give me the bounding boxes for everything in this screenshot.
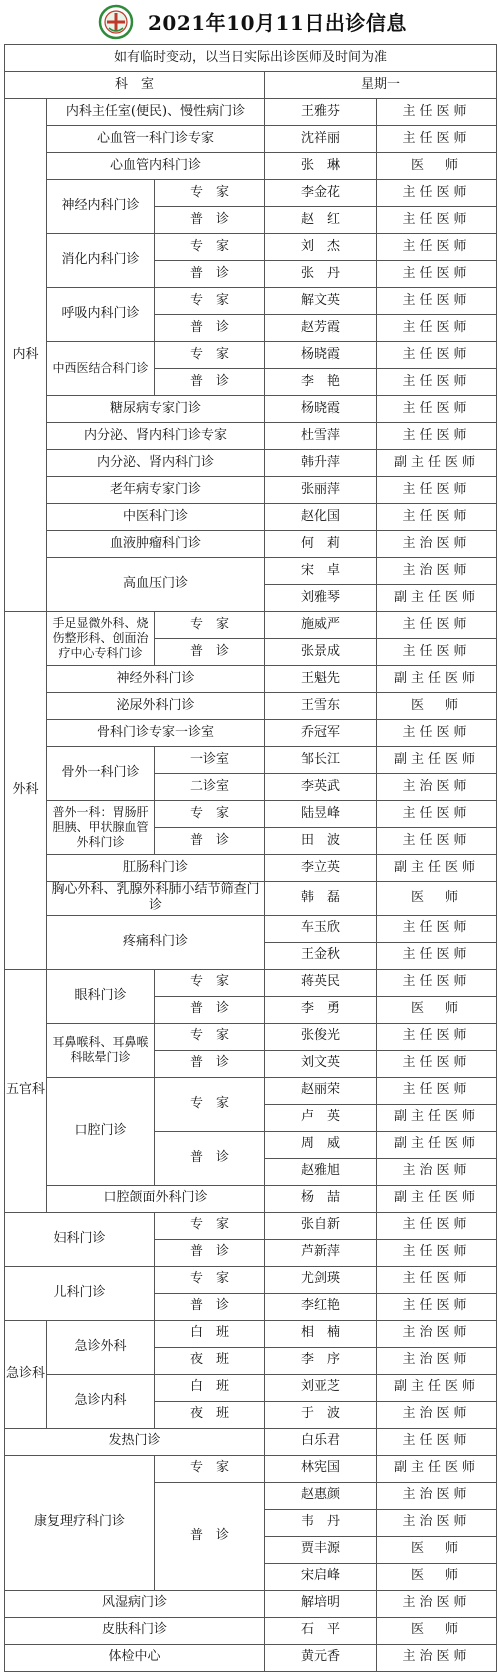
table-row [5, 693, 497, 720]
type-cell: 专 家 [155, 801, 265, 828]
doctor-cell: 林宪国 [265, 1455, 377, 1482]
type-cell: 普 诊 [155, 639, 265, 666]
dept-cell: 神经外科门诊 [47, 666, 265, 693]
type-cell: 普 诊 [155, 369, 265, 396]
notice-row [5, 45, 497, 72]
table-row [5, 180, 497, 207]
title-cell: 主任医师 [377, 801, 497, 828]
type-cell: 专 家 [155, 612, 265, 639]
title-cell: 主治医师 [377, 1509, 497, 1536]
doctor-cell: 解文英 [265, 288, 377, 315]
table-row [5, 423, 497, 450]
title-cell: 主任医师 [377, 288, 497, 315]
dept-cell: 急诊内科 [47, 1374, 155, 1428]
doctor-cell: 卢 英 [265, 1104, 377, 1131]
dept-cell: 内分泌、肾内科门诊 [47, 450, 265, 477]
type-cell: 专 家 [155, 1455, 265, 1482]
doctor-cell: 刘雅琴 [265, 585, 377, 612]
dept-cell: 心血管内科门诊 [47, 153, 265, 180]
doctor-cell: 宋启峰 [265, 1563, 377, 1590]
doctor-cell: 王金秋 [265, 942, 377, 969]
doctor-cell: 李红艳 [265, 1293, 377, 1320]
doctor-cell: 王雅芬 [265, 99, 377, 126]
title-cell: 副主任医师 [377, 1455, 497, 1482]
table-row [5, 1590, 497, 1617]
title-cell: 主任医师 [377, 99, 497, 126]
type-cell: 白 班 [155, 1374, 265, 1401]
doctor-cell: 李 勇 [265, 996, 377, 1023]
title-cell: 副主任医师 [377, 747, 497, 774]
doctor-cell: 赵 红 [265, 207, 377, 234]
header-dept: 科 室 [5, 72, 265, 99]
table-row [5, 1428, 497, 1455]
page-title: 2021年10月11日出诊信息 [148, 11, 407, 35]
title-cell: 主任医师 [377, 261, 497, 288]
doctor-cell: 张景成 [265, 639, 377, 666]
dept-cell: 口腔颌面外科门诊 [47, 1185, 265, 1212]
type-cell: 普 诊 [155, 996, 265, 1023]
category-wuguan: 五官科 [5, 969, 47, 1212]
table-row [5, 1023, 497, 1050]
table-row [5, 531, 497, 558]
table-row [5, 1077, 497, 1104]
title-cell: 主任医师 [377, 423, 497, 450]
type-cell: 专 家 [155, 1023, 265, 1050]
dept-cell: 内科主任室(便民)、慢性病门诊 [47, 99, 265, 126]
table-row [5, 450, 497, 477]
dept-cell: 康复理疗科门诊 [5, 1455, 155, 1590]
dept-cell: 普外一科：胃肠肝胆胰、甲状腺血管外科门诊 [47, 801, 155, 855]
doctor-cell: 张自新 [265, 1212, 377, 1239]
dept-cell: 中医科门诊 [47, 504, 265, 531]
title-cell: 主任医师 [377, 915, 497, 942]
type-cell: 白 班 [155, 1320, 265, 1347]
category-jizhen: 急诊科 [5, 1320, 47, 1428]
dept-cell: 眼科门诊 [47, 969, 155, 1023]
doctor-cell: 宋 卓 [265, 558, 377, 585]
type-cell: 普 诊 [155, 315, 265, 342]
dept-cell: 皮肤科门诊 [5, 1617, 265, 1644]
dept-cell: 风湿病门诊 [5, 1590, 265, 1617]
title-cell: 主任医师 [377, 1428, 497, 1455]
doctor-cell: 张 琳 [265, 153, 377, 180]
doctor-cell: 车玉欣 [265, 915, 377, 942]
doctor-cell: 赵雅旭 [265, 1158, 377, 1185]
dept-cell: 疼痛科门诊 [47, 915, 265, 969]
title-cell: 主治医师 [377, 1320, 497, 1347]
dept-cell: 内分泌、肾内科门诊专家 [47, 423, 265, 450]
doctor-cell: 张丽萍 [265, 477, 377, 504]
doctor-cell: 刘亚芝 [265, 1374, 377, 1401]
header-day: 星期一 [265, 72, 497, 99]
doctor-cell: 王魁先 [265, 666, 377, 693]
dept-cell: 老年病专家门诊 [47, 477, 265, 504]
doctor-cell: 何 莉 [265, 531, 377, 558]
dept-cell: 胸心外科、乳腺外科肺小结节筛查门诊 [47, 882, 265, 916]
title-cell: 主任医师 [377, 1212, 497, 1239]
table-row [5, 801, 497, 828]
table-row [5, 1455, 497, 1482]
title-cell: 主任医师 [377, 969, 497, 996]
doctor-cell: 李英武 [265, 774, 377, 801]
dept-cell: 糖尿病专家门诊 [47, 396, 265, 423]
dept-cell: 血液肿瘤科门诊 [47, 531, 265, 558]
title-cell: 主任医师 [377, 207, 497, 234]
doctor-cell: 黄元香 [265, 1644, 377, 1671]
title-cell: 主治医师 [377, 531, 497, 558]
header-row [5, 72, 497, 99]
type-cell: 专 家 [155, 180, 265, 207]
doctor-cell: 尤剑瑛 [265, 1266, 377, 1293]
type-cell: 普 诊 [155, 207, 265, 234]
table-row [5, 666, 497, 693]
doctor-cell: 韩升萍 [265, 450, 377, 477]
table-row [5, 1617, 497, 1644]
title-cell: 主任医师 [377, 1293, 497, 1320]
type-cell: 专 家 [155, 969, 265, 996]
type-cell: 普 诊 [155, 1293, 265, 1320]
doctor-cell: 杨晓霞 [265, 396, 377, 423]
notice-text: 如有临时变动，以当日实际出诊医师及时间为准 [5, 45, 497, 72]
table-row [5, 969, 497, 996]
table-row [5, 1644, 497, 1671]
schedule-table [4, 44, 497, 1672]
dept-cell: 泌尿外科门诊 [47, 693, 265, 720]
title-cell: 主任医师 [377, 1266, 497, 1293]
title-cell: 医 师 [377, 1536, 497, 1563]
table-row [5, 558, 497, 585]
title-cell: 主任医师 [377, 942, 497, 969]
dept-cell: 体检中心 [5, 1644, 265, 1671]
doctor-cell: 于 波 [265, 1401, 377, 1428]
doctor-cell: 相 楠 [265, 1320, 377, 1347]
doctor-cell: 赵化国 [265, 504, 377, 531]
type-cell: 普 诊 [155, 1050, 265, 1077]
title-cell: 主任医师 [377, 612, 497, 639]
table-row [5, 720, 497, 747]
doctor-cell: 韦 丹 [265, 1509, 377, 1536]
doctor-cell: 田 波 [265, 828, 377, 855]
title-cell: 副主任医师 [377, 666, 497, 693]
type-cell: 普 诊 [155, 1239, 265, 1266]
doctor-cell: 赵丽荣 [265, 1077, 377, 1104]
doctor-cell: 陆昱峰 [265, 801, 377, 828]
doctor-cell: 李立英 [265, 855, 377, 882]
title-cell: 主任医师 [377, 639, 497, 666]
table-row [5, 234, 497, 261]
type-cell: 专 家 [155, 234, 265, 261]
title-cell: 主治医师 [377, 1158, 497, 1185]
title-cell: 主任医师 [377, 1023, 497, 1050]
table-row [5, 396, 497, 423]
page-header [0, 0, 500, 44]
dept-cell: 肛肠科门诊 [47, 855, 265, 882]
table-row [5, 126, 497, 153]
type-cell: 二诊室 [155, 774, 265, 801]
type-cell: 专 家 [155, 342, 265, 369]
title-cell: 副主任医师 [377, 1104, 497, 1131]
table-row [5, 1212, 497, 1239]
table-row [5, 1374, 497, 1401]
title-cell: 主治医师 [377, 1482, 497, 1509]
dept-cell: 妇科门诊 [5, 1212, 155, 1266]
title-cell: 主任医师 [377, 477, 497, 504]
table-row [5, 612, 497, 639]
title-cell: 主治医师 [377, 774, 497, 801]
doctor-cell: 杨晓霞 [265, 342, 377, 369]
type-cell: 普 诊 [155, 1482, 265, 1590]
dept-cell: 呼吸内科门诊 [47, 288, 155, 342]
doctor-cell: 刘文英 [265, 1050, 377, 1077]
type-cell: 普 诊 [155, 828, 265, 855]
table-row [5, 882, 497, 916]
doctor-cell: 贾丰源 [265, 1536, 377, 1563]
table-row [5, 1266, 497, 1293]
doctor-cell: 赵惠颜 [265, 1482, 377, 1509]
type-cell: 普 诊 [155, 261, 265, 288]
title-cell: 主任医师 [377, 369, 497, 396]
title-cell: 主任医师 [377, 1239, 497, 1266]
title-cell: 主任医师 [377, 720, 497, 747]
title-cell: 医 师 [377, 1617, 497, 1644]
title-cell: 主治医师 [377, 558, 497, 585]
hospital-logo-icon [98, 4, 134, 40]
doctor-cell: 李 艳 [265, 369, 377, 396]
dept-cell: 耳鼻喉科、耳鼻喉科眩晕门诊 [47, 1023, 155, 1077]
title-cell: 主任医师 [377, 180, 497, 207]
doctor-cell: 白乐君 [265, 1428, 377, 1455]
table-row [5, 288, 497, 315]
type-cell: 专 家 [155, 288, 265, 315]
table-row [5, 342, 497, 369]
dept-cell: 骨外一科门诊 [47, 747, 155, 801]
type-cell: 普 诊 [155, 1131, 265, 1185]
title-cell: 主任医师 [377, 315, 497, 342]
dept-cell: 高血压门诊 [47, 558, 265, 612]
title-cell: 副主任医师 [377, 450, 497, 477]
doctor-cell: 杨 喆 [265, 1185, 377, 1212]
type-cell: 专 家 [155, 1212, 265, 1239]
title-cell: 副主任医师 [377, 1185, 497, 1212]
dept-cell: 心血管一科门诊专家 [47, 126, 265, 153]
table-row [5, 747, 497, 774]
title-cell: 主任医师 [377, 342, 497, 369]
table-row [5, 99, 497, 126]
doctor-cell: 李金花 [265, 180, 377, 207]
title-cell: 副主任医师 [377, 585, 497, 612]
dept-cell: 骨科门诊专家一诊室 [47, 720, 265, 747]
title-cell: 副主任医师 [377, 855, 497, 882]
dept-cell: 神经内科门诊 [47, 180, 155, 234]
title-cell: 主任医师 [377, 1050, 497, 1077]
doctor-cell: 芦新萍 [265, 1239, 377, 1266]
doctor-cell: 施威严 [265, 612, 377, 639]
doctor-cell: 邹长江 [265, 747, 377, 774]
category-neike: 内科 [5, 99, 47, 612]
type-cell: 专 家 [155, 1077, 265, 1131]
doctor-cell: 韩 磊 [265, 882, 377, 916]
doctor-cell: 赵芳霞 [265, 315, 377, 342]
doctor-cell: 张俊光 [265, 1023, 377, 1050]
dept-cell: 急诊外科 [47, 1320, 155, 1374]
title-cell: 医 师 [377, 693, 497, 720]
title-cell: 主治医师 [377, 1590, 497, 1617]
title-cell: 主治医师 [377, 1644, 497, 1671]
table-row [5, 1320, 497, 1347]
table-row [5, 504, 497, 531]
category-waike: 外科 [5, 612, 47, 970]
doctor-cell: 杜雪萍 [265, 423, 377, 450]
table-row [5, 477, 497, 504]
title-cell: 医 师 [377, 153, 497, 180]
doctor-cell: 石 平 [265, 1617, 377, 1644]
type-cell: 专 家 [155, 1266, 265, 1293]
doctor-cell: 李 序 [265, 1347, 377, 1374]
doctor-cell: 解培明 [265, 1590, 377, 1617]
table-row [5, 153, 497, 180]
dept-cell: 手足显微外科、烧伤整形科、创面治疗中心专科门诊 [47, 612, 155, 666]
title-cell: 主任医师 [377, 234, 497, 261]
title-cell: 主任医师 [377, 828, 497, 855]
title-cell: 副主任医师 [377, 1131, 497, 1158]
title-cell: 主治医师 [377, 1401, 497, 1428]
title-cell: 医 师 [377, 882, 497, 916]
title-cell: 副主任医师 [377, 1374, 497, 1401]
table-row [5, 855, 497, 882]
title-cell: 主任医师 [377, 126, 497, 153]
title-cell: 医 师 [377, 996, 497, 1023]
doctor-cell: 王雪东 [265, 693, 377, 720]
dept-cell: 发热门诊 [5, 1428, 265, 1455]
doctor-cell: 蒋英民 [265, 969, 377, 996]
table-row [5, 915, 497, 942]
type-cell: 夜 班 [155, 1347, 265, 1374]
title-cell: 主任医师 [377, 504, 497, 531]
type-cell: 一诊室 [155, 747, 265, 774]
title-cell: 主任医师 [377, 396, 497, 423]
doctor-cell: 乔冠军 [265, 720, 377, 747]
dept-cell: 儿科门诊 [5, 1266, 155, 1320]
title-cell: 主治医师 [377, 1347, 497, 1374]
title-cell: 主任医师 [377, 1077, 497, 1104]
doctor-cell: 刘 杰 [265, 234, 377, 261]
dept-cell: 消化内科门诊 [47, 234, 155, 288]
dept-cell: 口腔门诊 [47, 1077, 155, 1185]
title-cell: 医 师 [377, 1563, 497, 1590]
doctor-cell: 沈祥丽 [265, 126, 377, 153]
table-row [5, 1185, 497, 1212]
doctor-cell: 张 丹 [265, 261, 377, 288]
doctor-cell: 周 威 [265, 1131, 377, 1158]
dept-cell: 中西医结合科门诊 [47, 342, 155, 396]
type-cell: 夜 班 [155, 1401, 265, 1428]
